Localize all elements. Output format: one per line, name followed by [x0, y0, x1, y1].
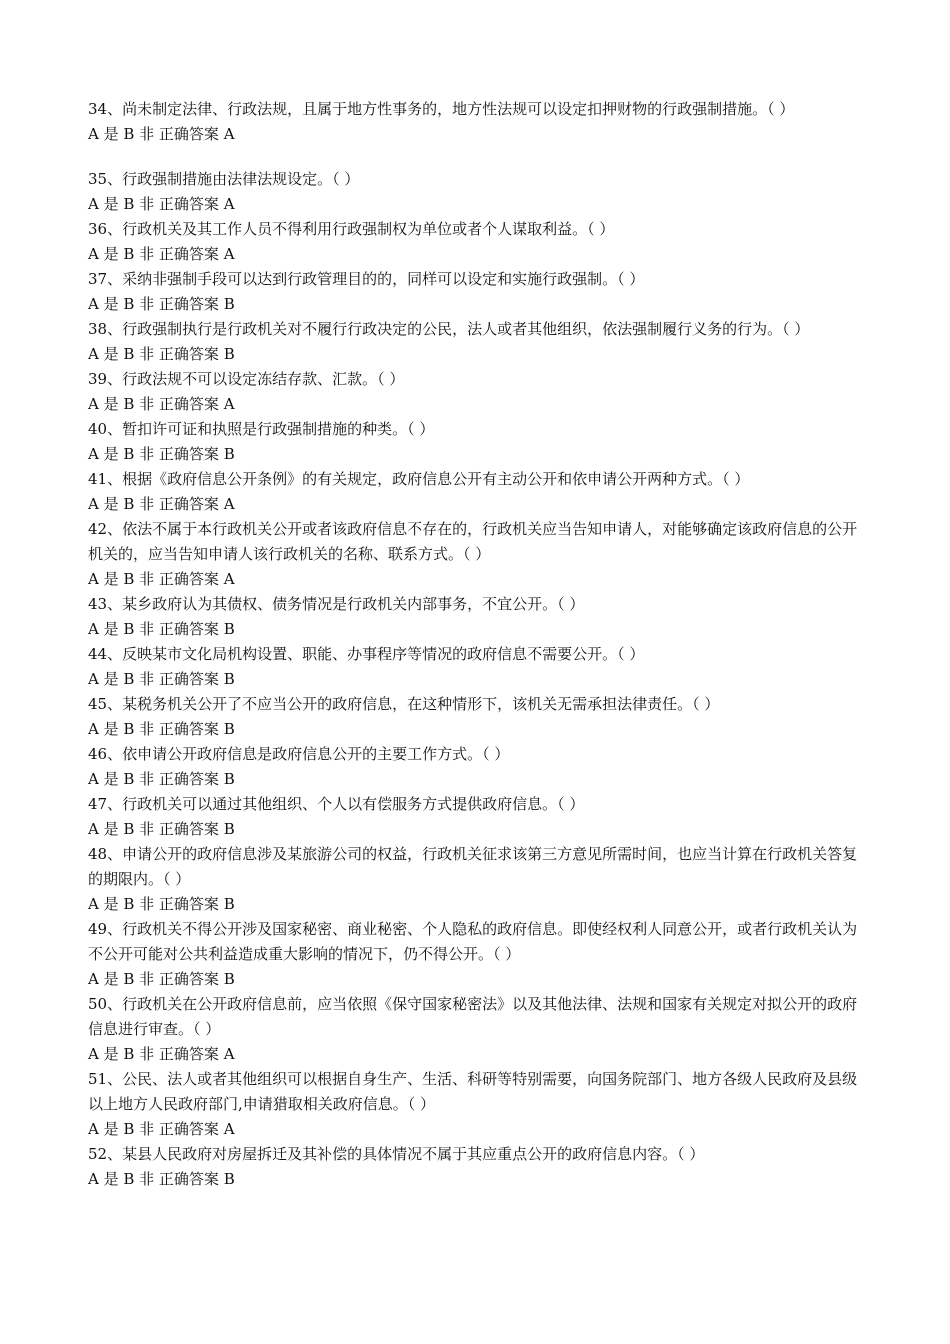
- answer-line: A 是 B 非 正确答案 B: [88, 1170, 235, 1188]
- question-text: 50、行政机关在公开政府信息前，应当依照《保守国家秘密法》以及其他法律、法规和国家有关规定对拟公开的政府信息进行审查。（ ）: [88, 995, 858, 1038]
- answer-line: A 是 B 非 正确答案 B: [88, 345, 235, 363]
- question-text: 38、行政强制执行是行政机关对不履行行政决定的公民，法人或者其他组织，依法强制履行义务的行为。（ ）: [88, 320, 810, 338]
- question-text: 48、申请公开的政府信息涉及某旅游公司的权益，行政机关征求该第三方意见所需时间，也应当计算在行政机关答复的期限内。（ ）: [88, 845, 858, 888]
- question-text: 49、行政机关不得公开涉及国家秘密、商业秘密、个人隐私的政府信息。即使经权利人同意公开，或者行政机关认为不公开可能对公共利益造成重大影响的情况下，仍不得公开。（ ）: [88, 920, 858, 963]
- answer-line: A 是 B 非 正确答案 A: [88, 570, 235, 588]
- answer-line: A 是 B 非 正确答案 B: [88, 770, 235, 788]
- question-text: 43、某乡政府认为其债权、债务情况是行政机关内部事务，不宜公开。（ ）: [88, 595, 585, 613]
- answer-line: A 是 B 非 正确答案 A: [88, 245, 235, 263]
- question-text: 40、暂扣许可证和执照是行政强制措施的种类。（ ）: [88, 420, 435, 438]
- question-text: 34、尚未制定法律、行政法规，且属于地方性事务的，地方性法规可以设定扣押财物的行政强制措施。（ ）: [88, 100, 795, 118]
- question-text: 36、行政机关及其工作人员不得利用行政强制权为单位或者个人谋取利益。（ ）: [88, 220, 615, 238]
- answer-line: A 是 B 非 正确答案 A: [88, 1045, 235, 1063]
- question-text: 51、公民、法人或者其他组织可以根据自身生产、生活、科研等特别需要，向国务院部门、地方各级人民政府及县级以上地方人民政府部门,申请猎取相关政府信息。（ ）: [88, 1070, 858, 1113]
- answer-line: A 是 B 非 正确答案 B: [88, 295, 235, 313]
- question-text: 42、依法不属于本行政机关公开或者该政府信息不存在的，行政机关应当告知申请人，对能够确定该政府信息的公开机关的，应当告知申请人该行政机关的名称、联系方式。（ ）: [88, 520, 858, 563]
- answer-line: A 是 B 非 正确答案 A: [88, 125, 235, 143]
- answer-line: A 是 B 非 正确答案 B: [88, 620, 235, 638]
- answer-line: A 是 B 非 正确答案 B: [88, 670, 235, 688]
- answer-line: A 是 B 非 正确答案 B: [88, 720, 235, 738]
- blank-line: [88, 147, 862, 167]
- question-text: 45、某税务机关公开了不应当公开的政府信息，在这种情形下，该机关无需承担法律责任。（ ）: [88, 695, 720, 713]
- question-text: 44、反映某市文化局机构设置、职能、办事程序等情况的政府信息不需要公开。（ ）: [88, 645, 645, 663]
- answer-line: A 是 B 非 正确答案 A: [88, 1120, 235, 1138]
- answer-line: A 是 B 非 正确答案 B: [88, 970, 235, 988]
- answer-line: A 是 B 非 正确答案 B: [88, 895, 235, 913]
- question-text: 46、依申请公开政府信息是政府信息公开的主要工作方式。（ ）: [88, 745, 510, 763]
- question-text: 41、根据《政府信息公开条例》的有关规定，政府信息公开有主动公开和依申请公开两种方式。（ ）: [88, 470, 750, 488]
- question-text: 37、采纳非强制手段可以达到行政管理目的的，同样可以设定和实施行政强制。（ ）: [88, 270, 645, 288]
- question-text: 39、行政法规不可以设定冻结存款、汇款。（ ）: [88, 370, 405, 388]
- answer-line: A 是 B 非 正确答案 B: [88, 445, 235, 463]
- answer-line: A 是 B 非 正确答案 A: [88, 395, 235, 413]
- question-text: 47、行政机关可以通过其他组织、个人以有偿服务方式提供政府信息。（ ）: [88, 795, 585, 813]
- question-text: 52、某县人民政府对房屋拆迁及其补偿的具体情况不属于其应重点公开的政府信息内容。（ ）: [88, 1145, 705, 1163]
- answer-line: A 是 B 非 正确答案 B: [88, 820, 235, 838]
- question-text: 35、行政强制措施由法律法规设定。（ ）: [88, 170, 360, 188]
- answer-line: A 是 B 非 正确答案 A: [88, 495, 235, 513]
- answer-line: A 是 B 非 正确答案 A: [88, 195, 235, 213]
